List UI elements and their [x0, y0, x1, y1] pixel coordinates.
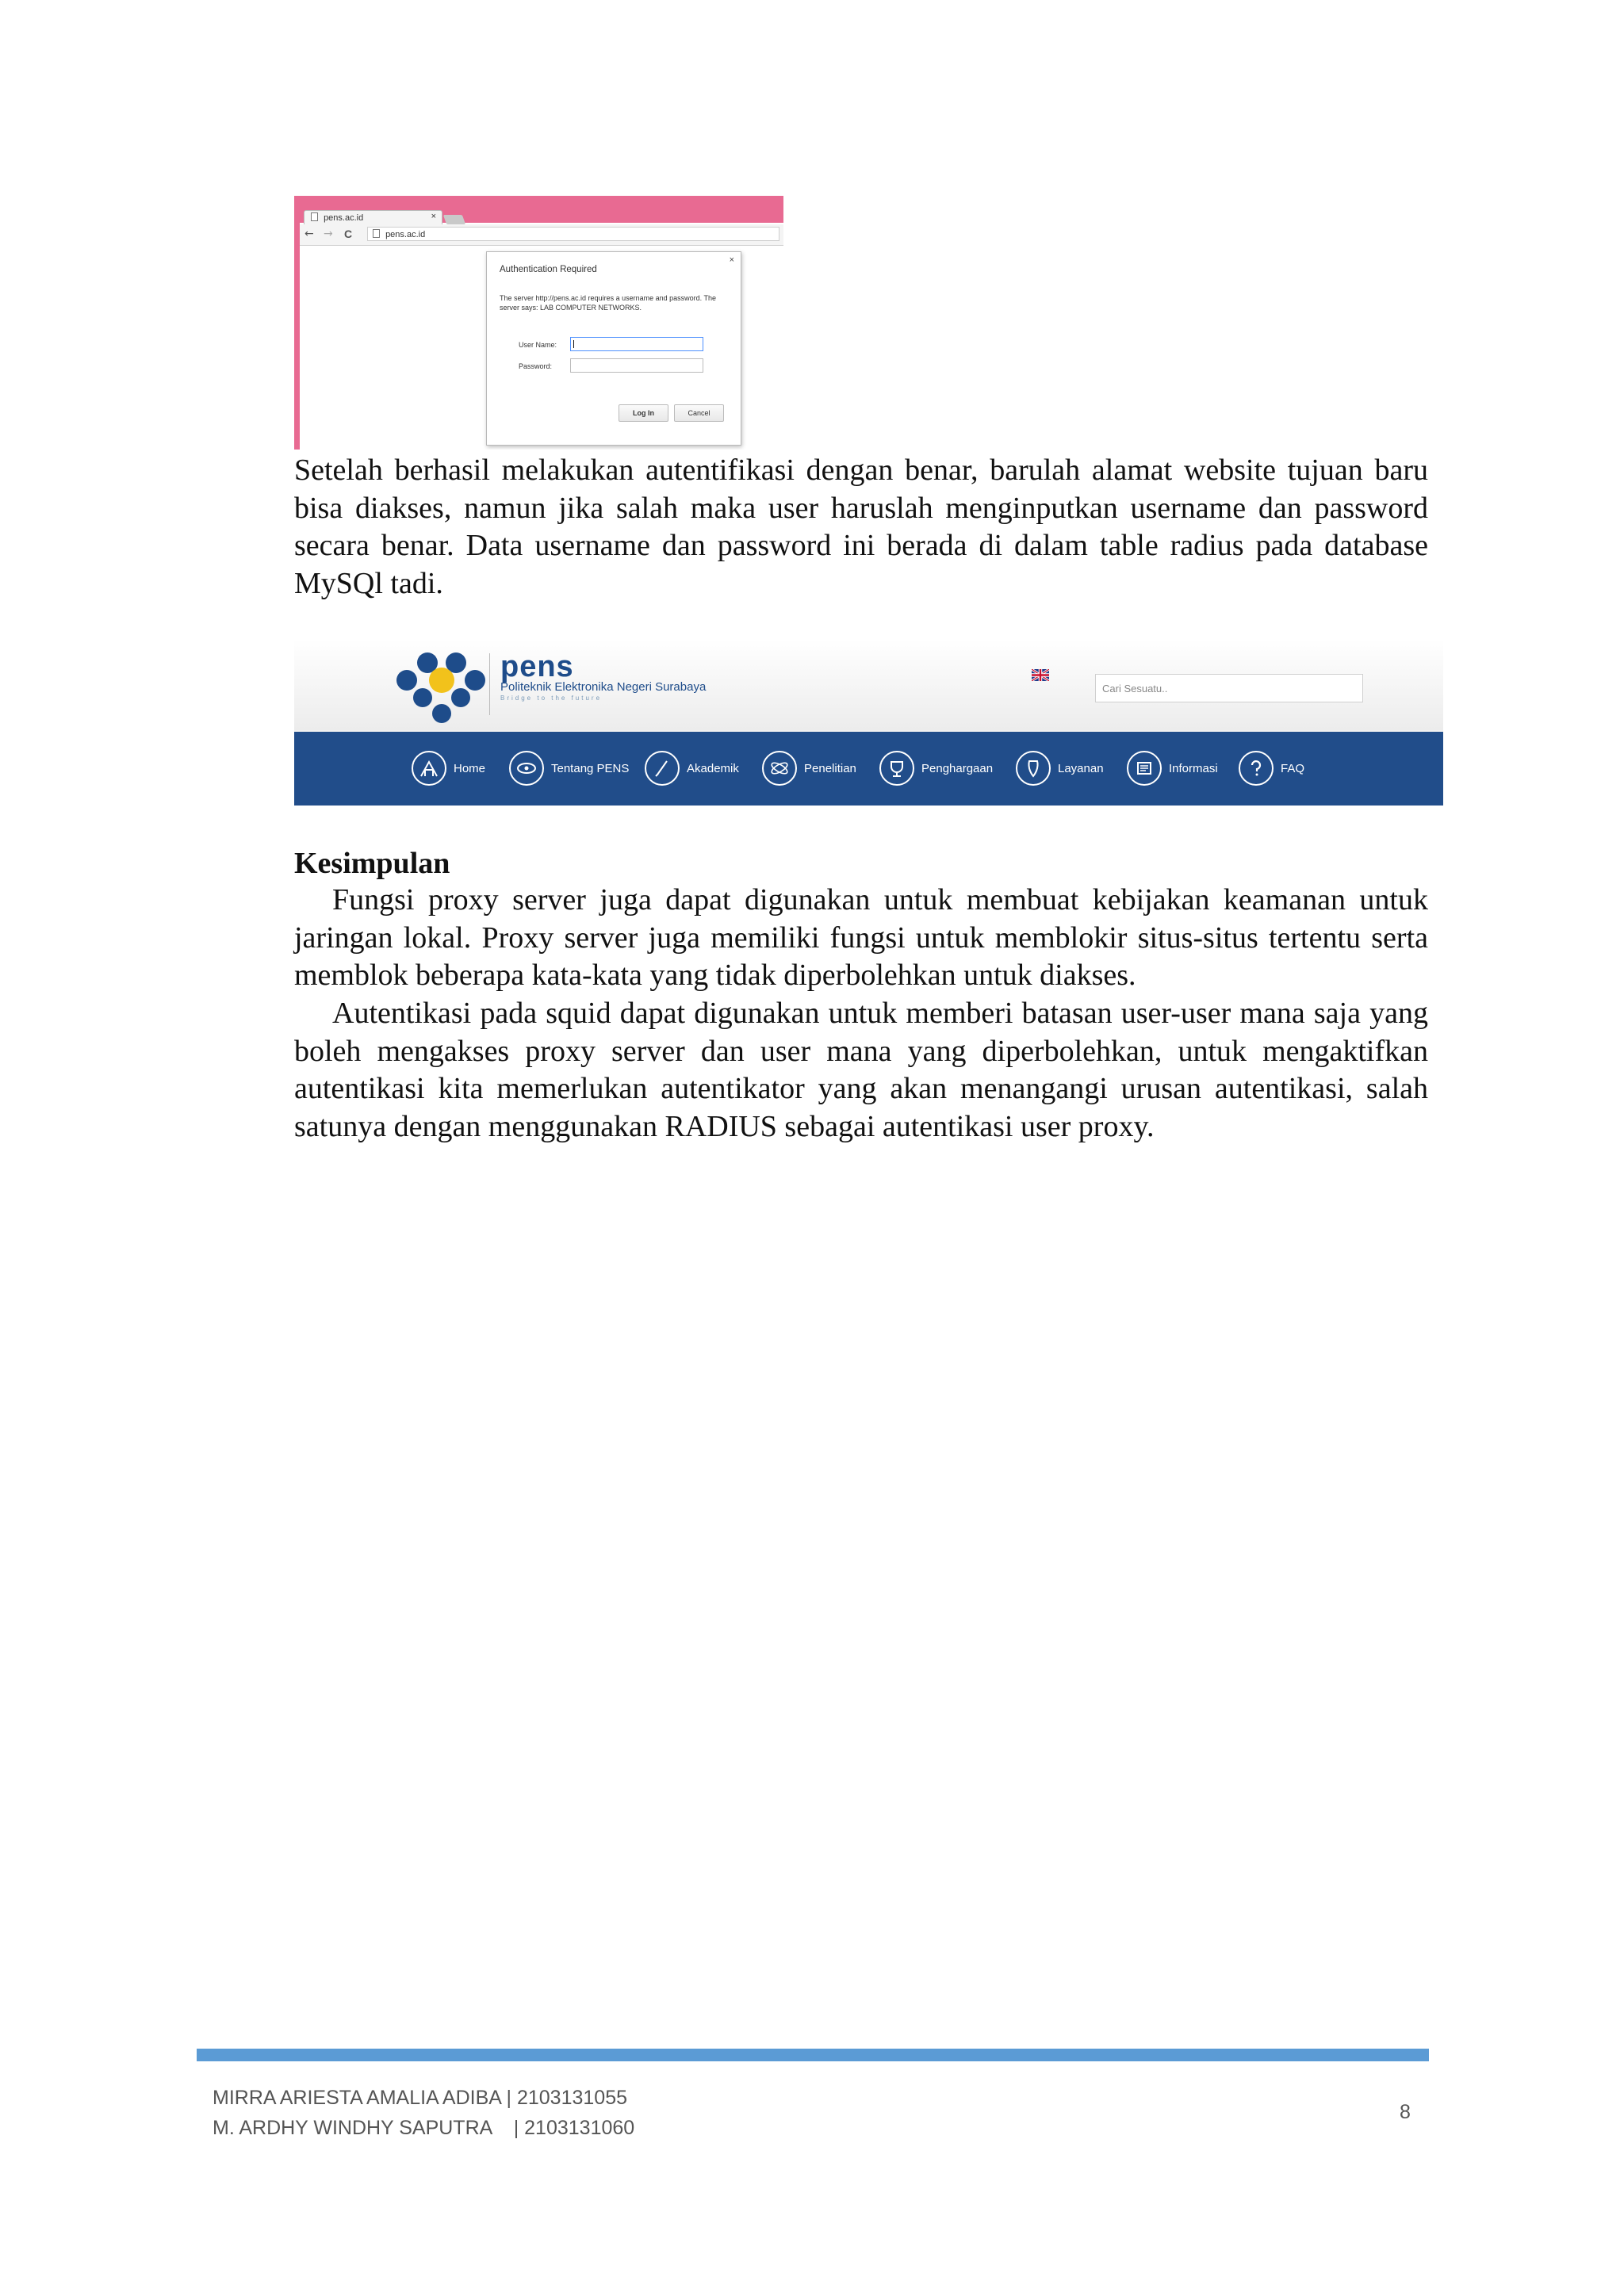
page-number: 8 — [1400, 2101, 1411, 2123]
question-icon — [1245, 757, 1267, 779]
pen-icon — [651, 757, 673, 779]
nav-label: FAQ — [1281, 761, 1305, 775]
browser-toolbar — [300, 224, 783, 246]
newspaper-icon — [1133, 757, 1155, 779]
login-button[interactable]: Log In — [619, 404, 668, 422]
nav-item-layanan[interactable] — [1016, 748, 1104, 789]
back-arrow-icon[interactable]: ← — [304, 228, 314, 240]
nav-item-penghargaan[interactable] — [879, 748, 993, 789]
browser-tab[interactable] — [304, 210, 442, 224]
tab-close-icon[interactable]: × — [431, 212, 436, 221]
nav-label: Tentang PENS — [551, 761, 630, 775]
nav-label: Akademik — [687, 761, 739, 775]
username-label: User Name: — [519, 341, 557, 349]
paragraph-authentication: Setelah berhasil melakukan autentifikasi dengan benar, barulah alamat website tujuan baru bisa diakses, namun jika salah maka user haruslah menginputkan username dan password secara benar. Data username dan password ini berada di dalam table radius pada database MySQl tadi. — [294, 453, 1428, 600]
site-search-input[interactable]: Cari Sesuatu.. — [1095, 674, 1363, 702]
info-icon — [515, 757, 538, 779]
award-icon — [886, 757, 908, 779]
footer-author-2: M. ARDHY WINDHY SAPUTRA | 2103131060 — [213, 2117, 635, 2139]
password-label: Password: — [519, 362, 553, 370]
paragraph-conclusion-2: Autentikasi pada squid dapat digunakan untuk memberi batasan user-user mana saja yang boleh mengakses proxy server dan user mana yang diperbolehkan, untuk mengaktifkan autentikasi kita memerlukan autentikator yang akan menangangi urusan autentikasi, salah satunya dengan menggunakan RADIUS sebagai autentikasi user proxy. — [294, 997, 1428, 1143]
address-bar[interactable] — [367, 227, 779, 241]
authentication-dialog — [486, 251, 741, 446]
address-text: pens.ac.id — [385, 230, 426, 239]
nav-item-tentang-pens[interactable] — [509, 748, 629, 789]
reload-icon[interactable]: C — [344, 228, 353, 240]
cancel-button[interactable]: Cancel — [674, 404, 724, 422]
english-flag-icon[interactable] — [1032, 669, 1049, 681]
footer-rule — [197, 2049, 1429, 2061]
auth-dialog-screenshot — [294, 196, 783, 450]
nav-item-informasi[interactable] — [1127, 748, 1218, 789]
brand-name: pens — [500, 650, 574, 683]
pens-logo[interactable] — [389, 645, 492, 725]
dialog-message: The server http://pens.ac.id requires a username and password. The server says: LAB COMPUTER NETWORKS. — [500, 294, 716, 312]
shield-icon — [1022, 757, 1044, 779]
brand-block — [500, 650, 707, 702]
nav-label: Layanan — [1058, 761, 1104, 775]
nav-item-faq[interactable] — [1239, 748, 1304, 789]
logo-divider — [489, 653, 490, 715]
brand-subtitle: Politeknik Elektronika Negeri Surabaya — [500, 680, 707, 694]
dialog-close-icon[interactable]: × — [729, 255, 734, 265]
section-heading: Kesimpulan — [294, 847, 450, 880]
dialog-title: Authentication Required — [500, 265, 597, 274]
nav-item-akademik[interactable] — [645, 748, 739, 789]
home-icon — [418, 757, 440, 779]
new-tab-button[interactable] — [443, 215, 465, 224]
password-input[interactable] — [570, 358, 703, 373]
nav-item-home[interactable] — [412, 748, 485, 789]
pens-website-screenshot — [294, 639, 1443, 806]
browser-frame — [294, 223, 300, 450]
tab-title: pens.ac.id — [324, 213, 364, 223]
nav-label: Informasi — [1169, 761, 1218, 775]
pens-logo-icon — [389, 645, 492, 725]
footer-author-1: MIRRA ARIESTA AMALIA ADIBA | 2103131055 — [213, 2087, 627, 2109]
page-icon — [373, 229, 380, 238]
nav-label: Penghargaan — [921, 761, 994, 775]
brand-tagline: Bridge to the future — [500, 695, 603, 702]
paragraph-conclusion-1: Fungsi proxy server juga dapat digunakan untuk membuat kebijakan keamanan untuk jaringan lokal. Proxy server juga memiliki fungsi untuk memblokir situs-situs tertentu serta memblok beberapa kata-kata yang tidak diperbolehkan untuk diakses. — [294, 883, 1428, 992]
nav-label: Home — [454, 761, 486, 775]
page-icon — [311, 212, 318, 221]
forward-arrow-icon[interactable]: → — [324, 228, 333, 240]
site-navbar — [294, 732, 1443, 806]
nav-item-penelitian[interactable] — [762, 748, 856, 789]
username-input[interactable] — [570, 337, 703, 351]
nav-label: Penelitian — [804, 761, 856, 775]
atom-icon — [768, 757, 791, 779]
